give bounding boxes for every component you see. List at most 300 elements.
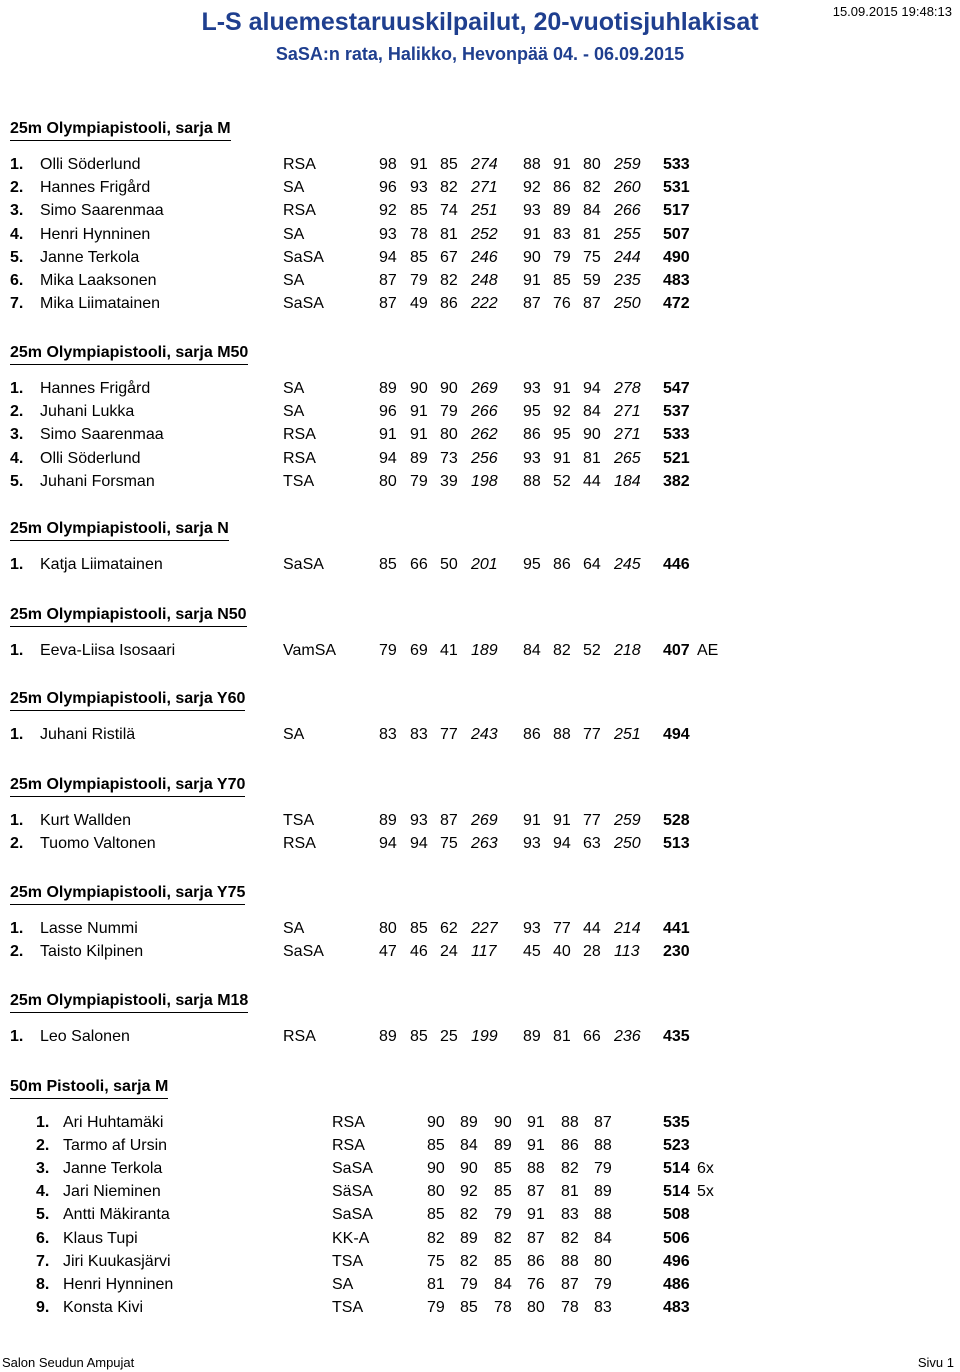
series-score: 80 [594, 1253, 612, 1270]
competitor-name: Klaus Tupi [63, 1230, 138, 1247]
subtotal-score: 189 [471, 642, 498, 659]
club-name: SaSA [283, 249, 324, 266]
series-score: 93 [523, 380, 541, 397]
series-score: 85 [460, 1299, 478, 1316]
series-score: 77 [583, 812, 601, 829]
series-score: 80 [379, 473, 397, 490]
result-row [0, 473, 960, 495]
series-score: 52 [553, 473, 571, 490]
series-score: 83 [410, 726, 428, 743]
series-score: 81 [427, 1276, 445, 1293]
series-score: 98 [379, 156, 397, 173]
series-score: 78 [494, 1299, 512, 1316]
section-title: 25m Olympiapistooli, sarja Y60 [10, 690, 245, 711]
series-score: 81 [553, 1028, 571, 1045]
competitor-name: Tarmo af Ursin [63, 1137, 168, 1154]
series-score: 94 [410, 835, 428, 852]
series-score: 82 [427, 1230, 445, 1247]
series-score: 67 [440, 249, 458, 266]
section-title: 25m Olympiapistooli, sarja N [10, 520, 229, 541]
series-score: 82 [583, 179, 601, 196]
series-score: 66 [410, 556, 428, 573]
section-title: 25m Olympiapistooli, sarja M18 [10, 992, 248, 1013]
series-score: 84 [594, 1230, 612, 1247]
club-name: RSA [332, 1137, 365, 1154]
result-row [0, 1183, 960, 1205]
total-score: 382 [663, 473, 690, 490]
series-score: 41 [440, 642, 458, 659]
series-score: 46 [410, 943, 428, 960]
result-row [0, 272, 960, 294]
series-score: 81 [583, 226, 601, 243]
series-score: 90 [460, 1160, 478, 1177]
total-score: 517 [663, 202, 690, 219]
club-name: RSA [283, 426, 316, 443]
subtotal-score: 271 [614, 426, 641, 443]
total-score: 533 [663, 426, 690, 443]
result-row [0, 450, 960, 472]
total-score: 535 [663, 1114, 690, 1131]
series-score: 89 [553, 202, 571, 219]
result-row [0, 556, 960, 578]
place-number: 5. [36, 1206, 50, 1223]
competitor-name: Simo Saarenmaa [40, 426, 164, 443]
series-score: 87 [594, 1114, 612, 1131]
series-score: 89 [410, 450, 428, 467]
total-score: 514 [663, 1183, 690, 1200]
place-number: 3. [10, 426, 24, 443]
series-score: 85 [494, 1183, 512, 1200]
series-score: 91 [553, 156, 571, 173]
total-score: 407 [663, 642, 690, 659]
series-score: 77 [583, 726, 601, 743]
place-number: 1. [10, 556, 24, 573]
series-score: 83 [594, 1299, 612, 1316]
series-score: 85 [379, 556, 397, 573]
series-score: 86 [553, 179, 571, 196]
series-score: 87 [379, 295, 397, 312]
series-score: 89 [379, 1028, 397, 1045]
subtotal-score: 251 [471, 202, 498, 219]
subtotal-score: 274 [471, 156, 498, 173]
subtotal-score: 263 [471, 835, 498, 852]
club-name: SA [283, 380, 305, 397]
place-number: 6. [10, 272, 24, 289]
total-score: 441 [663, 920, 690, 937]
section-title: 25m Olympiapistooli, sarja M [10, 120, 231, 141]
club-name: RSA [283, 202, 316, 219]
series-score: 82 [460, 1253, 478, 1270]
total-score: 537 [663, 403, 690, 420]
competitor-name: Konsta Kivi [63, 1299, 144, 1316]
result-row [0, 295, 960, 317]
series-score: 87 [583, 295, 601, 312]
series-score: 90 [583, 426, 601, 443]
result-row [0, 642, 960, 664]
series-score: 25 [440, 1028, 458, 1045]
competitor-name: Ari Huhtamäki [63, 1114, 164, 1131]
subtotal-score: 236 [614, 1028, 641, 1045]
series-score: 82 [553, 642, 571, 659]
competitor-name: Leo Salonen [40, 1028, 130, 1045]
series-score: 93 [523, 450, 541, 467]
series-score: 87 [379, 272, 397, 289]
series-score: 84 [523, 642, 541, 659]
series-score: 95 [523, 556, 541, 573]
place-number: 3. [10, 202, 24, 219]
series-score: 94 [379, 835, 397, 852]
series-score: 88 [527, 1160, 545, 1177]
competitor-name: Eeva-Liisa Isosaari [40, 642, 176, 659]
series-score: 39 [440, 473, 458, 490]
series-score: 79 [494, 1206, 512, 1223]
series-score: 86 [553, 556, 571, 573]
club-name: RSA [332, 1114, 365, 1131]
result-row [0, 1160, 960, 1182]
club-name: TSA [283, 812, 315, 829]
series-score: 91 [410, 403, 428, 420]
result-row [0, 156, 960, 178]
club-name: TSA [332, 1299, 364, 1316]
competitor-name: Kurt Wallden [40, 812, 131, 829]
club-name: TSA [283, 473, 315, 490]
competitor-name: Hannes Frigård [40, 380, 151, 397]
result-row [0, 249, 960, 271]
footer-page: Sivu 1 [917, 1355, 954, 1370]
series-score: 44 [583, 473, 601, 490]
series-score: 86 [527, 1253, 545, 1270]
subtotal-score: 250 [614, 295, 641, 312]
place-number: 1. [10, 156, 24, 173]
result-row [0, 202, 960, 224]
series-score: 85 [440, 156, 458, 173]
competitor-name: Janne Terkola [63, 1160, 163, 1177]
series-score: 64 [583, 556, 601, 573]
place-number: 1. [36, 1114, 50, 1131]
series-score: 76 [553, 295, 571, 312]
series-score: 90 [427, 1160, 445, 1177]
series-score: 80 [440, 426, 458, 443]
series-score: 85 [410, 920, 428, 937]
series-score: 91 [553, 450, 571, 467]
result-row [0, 1276, 960, 1298]
series-score: 87 [523, 295, 541, 312]
series-score: 78 [410, 226, 428, 243]
series-score: 91 [410, 426, 428, 443]
competitor-name: Taisto Kilpinen [40, 943, 144, 960]
subtotal-score: 252 [471, 226, 498, 243]
series-score: 90 [523, 249, 541, 266]
total-score: 472 [663, 295, 690, 312]
place-number: 8. [36, 1276, 50, 1293]
series-score: 89 [460, 1230, 478, 1247]
place-number: 1. [10, 380, 24, 397]
series-score: 93 [523, 835, 541, 852]
club-name: SA [283, 920, 305, 937]
series-score: 90 [410, 380, 428, 397]
result-row [0, 1028, 960, 1050]
subtotal-score: 251 [614, 726, 641, 743]
competitor-name: Juhani Forsman [40, 473, 155, 490]
club-name: KK-A [332, 1230, 370, 1247]
series-score: 85 [494, 1160, 512, 1177]
place-number: 1. [10, 812, 24, 829]
series-score: 82 [561, 1160, 579, 1177]
series-score: 88 [523, 156, 541, 173]
page-title: L-S aluemestaruuskilpailut, 20-vuotisjuhlakisat [201, 8, 759, 36]
competitor-name: Mika Laaksonen [40, 272, 157, 289]
series-score: 95 [523, 403, 541, 420]
club-name: SA [332, 1276, 354, 1293]
series-score: 95 [553, 426, 571, 443]
series-score: 47 [379, 943, 397, 960]
series-score: 88 [561, 1253, 579, 1270]
club-name: SA [283, 403, 305, 420]
series-score: 82 [440, 179, 458, 196]
series-score: 76 [527, 1276, 545, 1293]
total-score: 508 [663, 1206, 690, 1223]
section-title: 25m Olympiapistooli, sarja Y75 [10, 884, 245, 905]
series-score: 88 [561, 1114, 579, 1131]
subtotal-score: 260 [614, 179, 641, 196]
club-name: SaSA [332, 1206, 373, 1223]
competitor-name: Olli Söderlund [40, 156, 141, 173]
result-row [0, 726, 960, 748]
series-score: 91 [410, 156, 428, 173]
series-score: 93 [379, 226, 397, 243]
series-score: 79 [410, 473, 428, 490]
club-name: TSA [332, 1253, 364, 1270]
series-score: 91 [553, 380, 571, 397]
series-score: 79 [460, 1276, 478, 1293]
subtotal-score: 248 [471, 272, 498, 289]
club-name: RSA [283, 450, 316, 467]
series-score: 91 [379, 426, 397, 443]
subtotal-score: 235 [614, 272, 641, 289]
subtotal-score: 198 [471, 473, 498, 490]
series-score: 91 [527, 1206, 545, 1223]
result-row [0, 1299, 960, 1321]
total-score: 496 [663, 1253, 690, 1270]
subtotal-score: 266 [471, 403, 498, 420]
competitor-name: Hannes Frigård [40, 179, 151, 196]
series-score: 85 [494, 1253, 512, 1270]
series-score: 84 [583, 403, 601, 420]
series-score: 74 [440, 202, 458, 219]
series-score: 93 [410, 812, 428, 829]
subtotal-score: 259 [614, 156, 641, 173]
series-score: 94 [379, 249, 397, 266]
series-score: 87 [527, 1183, 545, 1200]
result-row [0, 943, 960, 965]
section-title: 25m Olympiapistooli, sarja N50 [10, 606, 247, 627]
competitor-name: Olli Söderlund [40, 450, 141, 467]
club-name: SaSA [332, 1160, 373, 1177]
series-score: 92 [523, 179, 541, 196]
series-score: 89 [523, 1028, 541, 1045]
series-score: 62 [440, 920, 458, 937]
series-score: 80 [527, 1299, 545, 1316]
series-score: 92 [379, 202, 397, 219]
series-score: 88 [553, 726, 571, 743]
series-score: 91 [523, 812, 541, 829]
series-score: 91 [527, 1137, 545, 1154]
series-score: 93 [523, 202, 541, 219]
series-score: 49 [410, 295, 428, 312]
series-score: 83 [561, 1206, 579, 1223]
total-score: 521 [663, 450, 690, 467]
subtotal-score: 201 [471, 556, 498, 573]
competitor-name: Henri Hynninen [40, 226, 151, 243]
series-score: 88 [594, 1206, 612, 1223]
series-score: 28 [583, 943, 601, 960]
result-row [0, 1114, 960, 1136]
series-score: 73 [440, 450, 458, 467]
series-score: 81 [561, 1183, 579, 1200]
result-row [0, 1206, 960, 1228]
place-number: 1. [10, 726, 24, 743]
series-score: 81 [583, 450, 601, 467]
series-score: 45 [523, 943, 541, 960]
series-score: 82 [561, 1230, 579, 1247]
series-score: 84 [460, 1137, 478, 1154]
subtotal-score: 222 [471, 295, 498, 312]
place-number: 2. [36, 1137, 50, 1154]
series-score: 92 [460, 1183, 478, 1200]
series-score: 90 [494, 1114, 512, 1131]
page-subtitle: SaSA:n rata, Halikko, Hevonpää 04. - 06.09.2015 [275, 44, 685, 64]
series-score: 40 [553, 943, 571, 960]
series-score: 81 [440, 226, 458, 243]
series-score: 86 [440, 295, 458, 312]
series-score: 88 [594, 1137, 612, 1154]
series-score: 69 [410, 642, 428, 659]
total-score: 523 [663, 1137, 690, 1154]
total-score: 435 [663, 1028, 690, 1045]
series-score: 91 [553, 812, 571, 829]
subtotal-score: 266 [614, 202, 641, 219]
series-score: 85 [427, 1137, 445, 1154]
club-name: RSA [283, 1028, 316, 1045]
series-score: 87 [527, 1230, 545, 1247]
series-score: 96 [379, 403, 397, 420]
series-score: 85 [410, 249, 428, 266]
subtotal-score: 259 [614, 812, 641, 829]
place-number: 4. [10, 226, 24, 243]
club-name: SaSA [283, 295, 324, 312]
place-number: 6. [36, 1230, 50, 1247]
section-title: 25m Olympiapistooli, sarja M50 [10, 344, 248, 365]
series-score: 96 [379, 179, 397, 196]
total-score: 533 [663, 156, 690, 173]
series-score: 75 [427, 1253, 445, 1270]
club-name: SA [283, 226, 305, 243]
result-row [0, 1253, 960, 1275]
club-name: SA [283, 179, 305, 196]
series-score: 85 [410, 1028, 428, 1045]
subtotal-score: 265 [614, 450, 641, 467]
total-score: 513 [663, 835, 690, 852]
series-score: 90 [440, 380, 458, 397]
series-score: 93 [523, 920, 541, 937]
total-score: 547 [663, 380, 690, 397]
series-score: 80 [583, 156, 601, 173]
total-score: 528 [663, 812, 690, 829]
total-score: 531 [663, 179, 690, 196]
competitor-name: Antti Mäkiranta [63, 1206, 170, 1223]
subtotal-score: 113 [614, 943, 640, 960]
club-name: SaSA [283, 556, 324, 573]
place-number: 5. [10, 249, 24, 266]
competitor-name: Mika Liimatainen [40, 295, 161, 312]
subtotal-score: 255 [614, 226, 641, 243]
series-score: 66 [583, 1028, 601, 1045]
competitor-name: Jari Nieminen [63, 1183, 161, 1200]
series-score: 89 [594, 1183, 612, 1200]
result-row [0, 403, 960, 425]
subtotal-score: 271 [614, 403, 641, 420]
total-score: 483 [663, 1299, 690, 1316]
series-score: 91 [523, 272, 541, 289]
series-score: 82 [440, 272, 458, 289]
subtotal-score: 218 [614, 642, 641, 659]
place-number: 2. [10, 835, 24, 852]
series-score: 80 [379, 920, 397, 937]
subtotal-score: 245 [614, 556, 641, 573]
section-title: 25m Olympiapistooli, sarja Y70 [10, 776, 245, 797]
total-score: 494 [663, 726, 690, 743]
score-note: 5x [697, 1183, 714, 1200]
place-number: 5. [10, 473, 24, 490]
total-score: 506 [663, 1230, 690, 1247]
series-score: 75 [440, 835, 458, 852]
result-row [0, 380, 960, 402]
subtotal-score: 256 [471, 450, 498, 467]
series-score: 86 [523, 426, 541, 443]
competitor-name: Henri Hynninen [63, 1276, 174, 1293]
competitor-name: Janne Terkola [40, 249, 140, 266]
competitor-name: Jiri Kuukasjärvi [63, 1253, 171, 1270]
subtotal-score: 184 [614, 473, 641, 490]
place-number: 1. [10, 642, 24, 659]
series-score: 88 [523, 473, 541, 490]
section-title: 50m Pistooli, sarja M [10, 1078, 168, 1099]
subtotal-score: 243 [471, 726, 498, 743]
series-score: 85 [553, 272, 571, 289]
series-score: 63 [583, 835, 601, 852]
subtotal-score: 117 [471, 943, 497, 960]
series-score: 79 [553, 249, 571, 266]
footer-club: Salon Seudun Ampujat [2, 1355, 135, 1370]
place-number: 4. [10, 450, 24, 467]
place-number: 9. [36, 1299, 50, 1316]
series-score: 44 [583, 920, 601, 937]
subtotal-score: 271 [471, 179, 498, 196]
series-score: 79 [594, 1276, 612, 1293]
timestamp: 15.09.2015 19:48:13 [832, 4, 952, 19]
series-score: 83 [553, 226, 571, 243]
club-name: VamSA [283, 642, 337, 659]
series-score: 94 [379, 450, 397, 467]
series-score: 82 [460, 1206, 478, 1223]
series-score: 86 [561, 1137, 579, 1154]
series-score: 91 [527, 1114, 545, 1131]
series-score: 90 [427, 1114, 445, 1131]
result-row [0, 1137, 960, 1159]
series-score: 59 [583, 272, 601, 289]
place-number: 2. [10, 403, 24, 420]
place-number: 1. [10, 1028, 24, 1045]
